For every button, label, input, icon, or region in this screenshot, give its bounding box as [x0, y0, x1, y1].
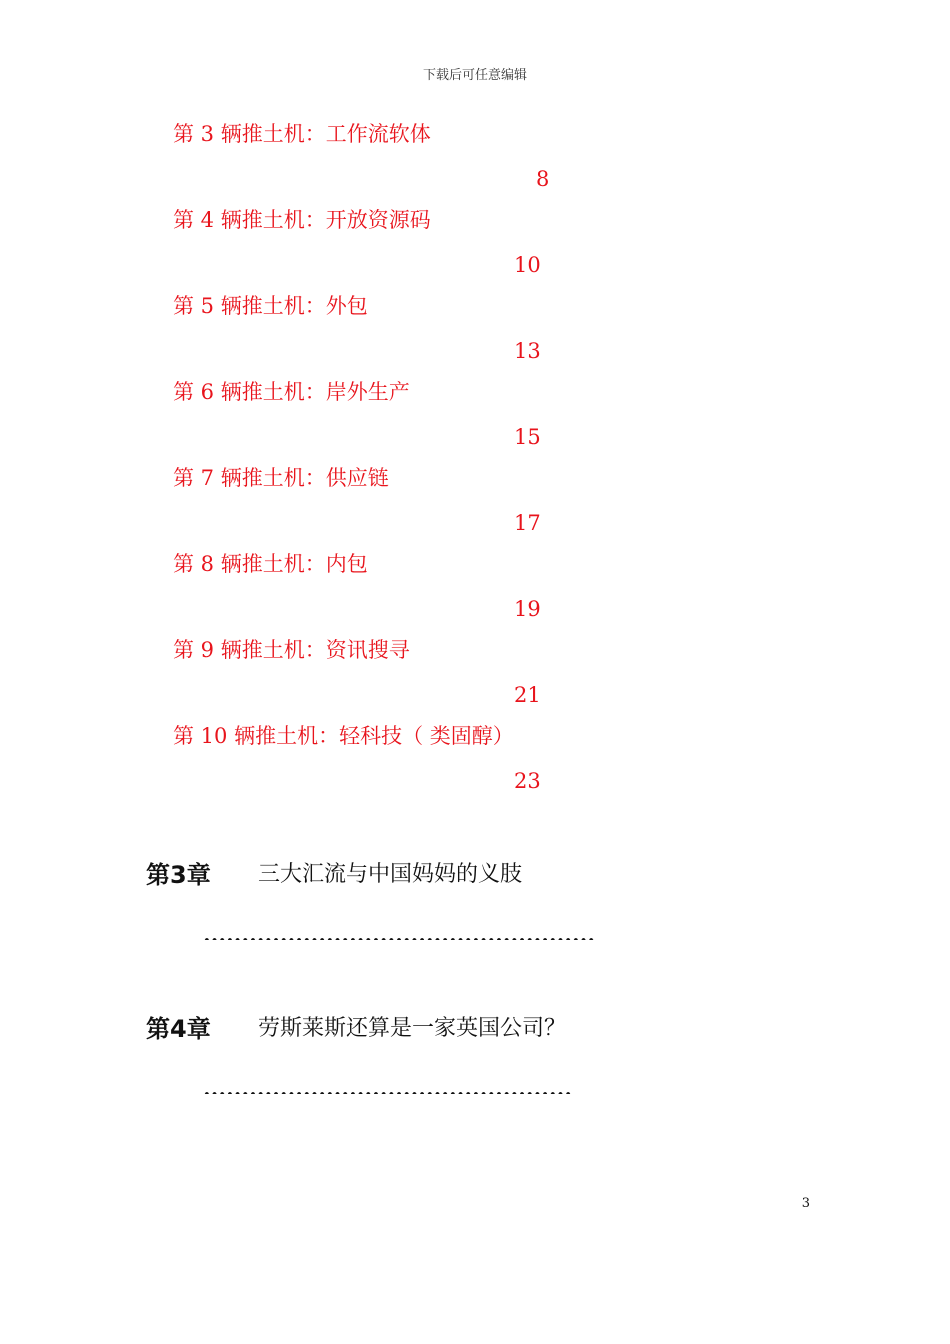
toc-entry-title: 第 7 辆推土机：供应链: [173, 466, 389, 490]
toc-entry-continuation[interactable]: [146, 249, 806, 281]
page-header: 下载后可任意编辑: [422, 68, 527, 83]
chapter-entry[interactable]: [146, 1011, 806, 1047]
toc-leader-dots: [146, 335, 514, 367]
toc-entry[interactable]: [146, 548, 806, 580]
toc-entry-page: 13: [514, 339, 541, 363]
toc-entry[interactable]: [146, 720, 806, 752]
toc-leader-dots: [368, 548, 768, 580]
toc-entry-page: 8: [536, 167, 550, 191]
toc-entry[interactable]: [146, 376, 806, 408]
chapter-entry[interactable]: [146, 857, 806, 893]
toc-leader-dots: [146, 765, 514, 797]
toc-entry-continuation[interactable]: [146, 679, 806, 711]
toc-leader-dots: [368, 290, 768, 322]
toc-entry[interactable]: [146, 118, 806, 150]
chapter-leader-dots: [566, 1011, 806, 1047]
page-number: 3: [801, 1196, 810, 1211]
toc-leader-dots: [410, 634, 806, 666]
toc-entry-title: 第 4 辆推土机：开放资源码: [173, 208, 431, 232]
toc-entry-title: 第 3 辆推土机：工作流软体: [173, 122, 431, 146]
toc-leader-dots: [389, 462, 789, 494]
toc-entry-page: 10: [514, 253, 541, 277]
toc-entry-continuation[interactable]: [146, 507, 806, 539]
chapter-label: 第4章: [146, 1015, 211, 1043]
toc-entry-title: 第 9 辆推土机：资讯搜寻: [173, 638, 410, 662]
toc-entry-page: 15: [514, 425, 541, 449]
toc-entry-continuation[interactable]: [146, 593, 806, 625]
toc-entry-page: 17: [514, 511, 541, 535]
toc-leader-dots: [146, 249, 514, 281]
toc-leader-dots: [146, 163, 536, 195]
chapter-title: 三大汇流与中国妈妈的义肢: [258, 862, 523, 887]
toc-entry[interactable]: [146, 290, 806, 322]
toc-entry-title: 第 6 辆推土机：岸外生产: [173, 380, 410, 404]
toc-entry-continuation[interactable]: [146, 163, 806, 195]
toc-entry-continuation[interactable]: [146, 335, 806, 367]
toc-leader-dots: [146, 507, 514, 539]
toc-entry[interactable]: [146, 634, 806, 666]
toc-entry-page: 21: [514, 683, 541, 707]
toc-leader-dots: [146, 593, 514, 625]
toc-entry-title: 第 5 辆推土机：外包: [173, 294, 368, 318]
toc-entry-title: 第 8 辆推土机：内包: [173, 552, 368, 576]
toc-entry-continuation[interactable]: [146, 421, 806, 453]
chapter-title: 劳斯莱斯还算是一家英国公司？: [258, 1016, 567, 1041]
toc-entry[interactable]: [146, 204, 806, 236]
toc-leader-dots: [410, 376, 806, 408]
chapter-leader-dots-continuation: [203, 920, 595, 940]
toc-leader-dots: [431, 118, 806, 150]
chapter-label: 第3章: [146, 861, 211, 889]
chapter-leader-dots-continuation: [203, 1074, 571, 1094]
toc-leader-dots: [431, 204, 806, 236]
chapter-leader-dots: [522, 857, 806, 893]
toc-entry[interactable]: [146, 462, 806, 494]
toc-entry-page: 23: [514, 769, 541, 793]
toc-entry-title: 第 10 辆推土机：轻科技（ 类固醇）: [173, 724, 514, 748]
chapter-title-line: [258, 1011, 806, 1047]
toc-leader-dots: [514, 720, 806, 752]
chapter-title-line: [258, 857, 806, 893]
toc-leader-dots: [146, 679, 514, 711]
toc-entry-continuation[interactable]: [146, 765, 806, 797]
toc-entry-page: 19: [514, 597, 541, 621]
toc-leader-dots: [146, 421, 514, 453]
